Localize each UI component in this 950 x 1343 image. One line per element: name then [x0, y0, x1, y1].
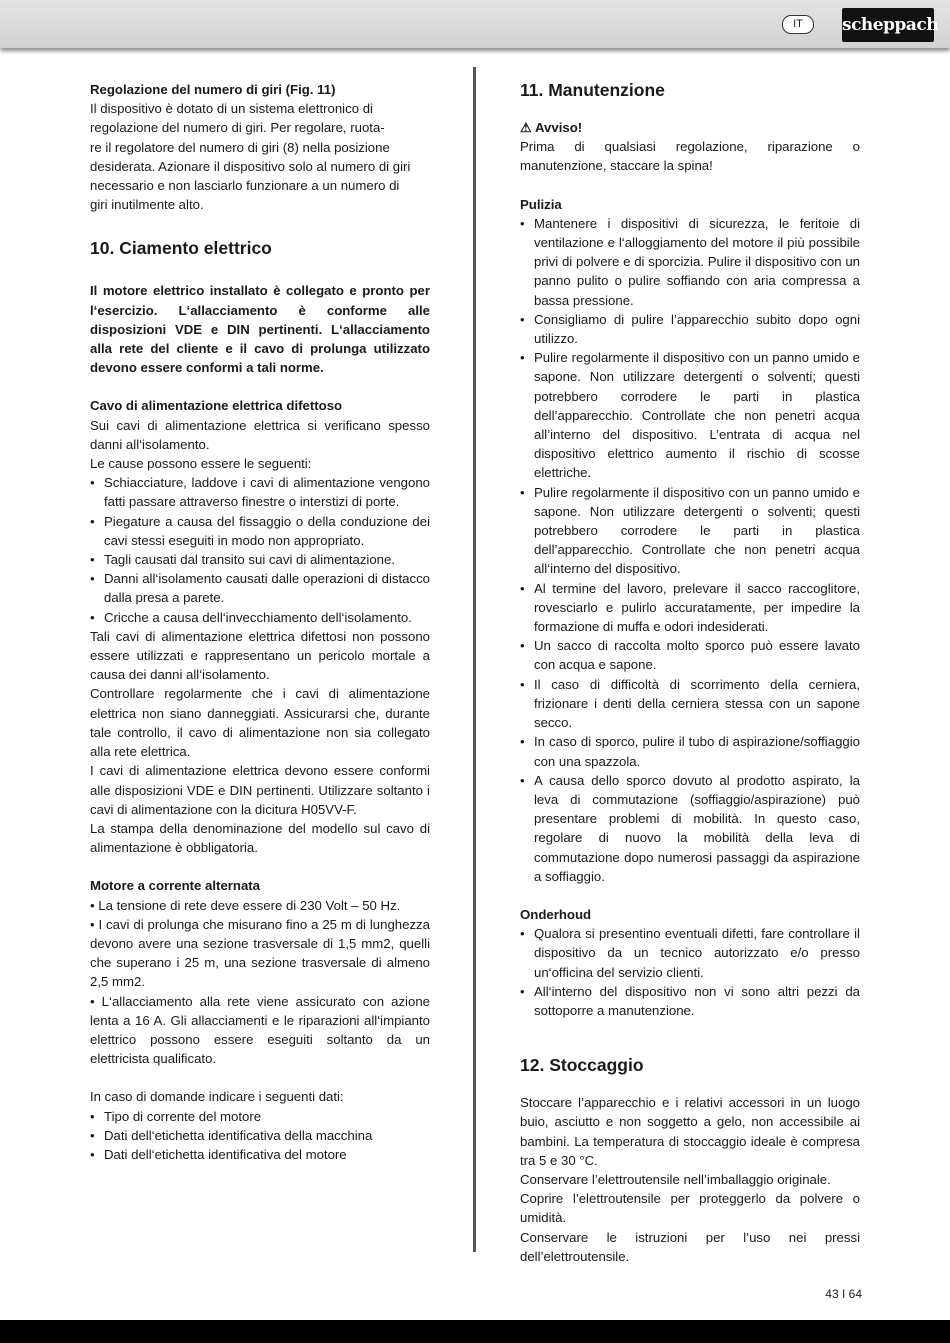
cable-paragraph: Controllare regolarmente che i cavi di alimentazione elettrica non siano danneggiati. Assicurarsi che, durante tale controllo, il cavo di alimentazione non sia collegato alla rete elettrica.: [90, 686, 430, 760]
cable-heading: Cavo di alimentazione elettrica difettoso: [90, 398, 343, 414]
rpm-line: Il dispositivo è dotato di un sistema elettronico di: [90, 101, 373, 117]
cleaning-heading: Pulizia: [520, 196, 562, 212]
list-item: • Al termine del lavoro, prelevare il sacco raccoglitore, rovesciarlo e pulirlo accuratamente, per impedire la formazione di muffa e odori indesiderati.: [520, 579, 860, 637]
list-item: • Consigliamo di pulire l’apparecchio subito dopo ogni utilizzo.: [520, 310, 860, 348]
onderhoud-list: [520, 924, 860, 1020]
list-item: • Tipo di corrente del motore: [90, 1107, 430, 1126]
brand-logo: scheppach: [842, 8, 934, 42]
section-10-title: 10. Ciamento elettrico: [90, 238, 272, 259]
rpm-line: regolazione del numero di giri. Per regolare, ruota-: [90, 120, 385, 136]
language-badge: IT: [782, 15, 814, 34]
list-item: • Piegature a causa del fissaggio o della conduzione dei cavi stessi eseguiti in modo non appropriato.: [90, 512, 430, 550]
list-item: • Un sacco di raccolta molto sporco può essere lavato con acqua e sapone.: [520, 636, 860, 674]
warning-heading: ⚠ Avviso!: [520, 120, 583, 135]
questions-list: [90, 1107, 430, 1165]
ac-paragraph: • L‘allacciamento alla rete viene assicurato con azione lenta a 16 A. Gli allacciamenti e le riparazioni all‘impianto elettrico possono essere eseguiti soltanto da un elettricista qualificato.: [90, 993, 430, 1067]
list-item: • Qualora si presentino eventuali difetti, fare controllare il dispositivo da un tecnico autorizzato e/o presso un‘officina del servizio clienti.: [520, 924, 860, 982]
list-item: • Dati dell‘etichetta identificativa del motore: [90, 1145, 430, 1164]
ac-paragraph: • I cavi di prolunga che misurano fino a 25 m di lunghezza devono avere una sezione trasversale di 1,5 mm2, quelli che superano i 25 m, una sezione trasversale di almeno 2,5 mm2.: [90, 916, 430, 990]
page-number: 43 I 64: [825, 1287, 862, 1301]
list-item: • Danni all‘isolamento causati dalle operazioni di distacco dalla presa a parete.: [90, 569, 430, 607]
connection-notice: Il motore elettrico installato è collegato e pronto per l‘esercizio. L‘allacciamento è conforme alle disposizioni VDE e DIN pertinenti. L‘allacciamento alla rete del cliente e il cavo di prolunga utilizzato devono essere conformi a tali norme.: [90, 283, 430, 376]
warning-text: Prima di qualsiasi regolazione, riparazione o manutenzione, staccare la spina!: [520, 139, 860, 174]
right-column: [520, 79, 860, 1266]
footer-bar: [0, 1320, 950, 1343]
rpm-line: giri inutilmente alto.: [90, 197, 204, 213]
storage-paragraph: Coprire l’elettroutensile per proteggerlo da polvere o umidità.: [520, 1191, 860, 1226]
storage-paragraph: Stoccare l’apparecchio e i relativi accessori in un luogo buio, asciutto e non soggetto a gelo, non accessibile ai bambini. La temperatura di stoccaggio ideale è compresa tra 5 e 30 °C.: [520, 1095, 860, 1168]
rpm-line: necessario e non lasciarlo funzionare a un numero di: [90, 178, 400, 194]
list-item: • Schiacciature, laddove i cavi di alimentazione vengono fatti passare attraverso finestre o interstizi di porte.: [90, 473, 430, 511]
left-column: [90, 80, 430, 1164]
questions-intro: In caso di domande indicare i seguenti dati:: [90, 1089, 344, 1105]
ac-paragraph: • La tensione di rete deve essere di 230 Volt – 50 Hz.: [90, 897, 401, 913]
section-12-title: 12. Stoccaggio: [520, 1055, 644, 1076]
storage-paragraph: Conservare l’elettroutensile nell’imballaggio originale.: [520, 1171, 831, 1187]
column-divider: [473, 67, 476, 1252]
header-bar: [0, 0, 950, 48]
list-item: • All‘interno del dispositivo non vi sono altri pezzi da sottoporre a manutenzione.: [520, 982, 860, 1020]
cable-causes-list: [90, 473, 430, 627]
list-item: • Mantenere i dispositivi di sicurezza, le feritoie di ventilazione e l‘alloggiamento del motore il più possibile privi di polvere e di sporcizia. Pulire il dispositivo con un panno pulito o pulire soffiando con aria compressa a bassa pressione.: [520, 214, 860, 310]
cable-paragraph: I cavi di alimentazione elettrica devono essere conformi alle disposizioni VDE e DIN pertinenti. Utilizzare soltanto i cavi di alimentazione con la dicitura H05VV-F.: [90, 763, 430, 817]
list-item: • Pulire regolarmente il dispositivo con un panno umido e sapone. Non utilizzare detergenti o solventi; questi potrebbero corrodere le parti in plastica dell’apparecchio. Controllate che non penetri acqua all‘interno del dispositivo.: [520, 483, 860, 579]
section-11-title: 11. Manutenzione: [520, 80, 665, 100]
list-item: • Tagli causati dal transito sui cavi di alimentazione.: [90, 550, 430, 569]
list-item: • Dati dell‘etichetta identificativa della macchina: [90, 1126, 430, 1145]
onderhoud-heading: Onderhoud: [520, 906, 592, 922]
list-item: • A causa dello sporco dovuto al prodotto aspirato, la leva di commutazione (soffiaggio/aspirazione) può presentare problemi di mobilità. In questo caso, regolare di nuovo la mobilità della leva di commutazione dopo numerosi passaggi da aspirazione a soffiaggio.: [520, 771, 860, 886]
rpm-heading: Regolazione del numero di giri (Fig. 11): [90, 82, 336, 97]
rpm-line: desiderata. Azionare il dispositivo solo al numero di giri: [90, 158, 411, 174]
list-item: • Pulire regolarmente il dispositivo con un panno umido e sapone. Non utilizzare detergenti o solventi; questi potrebbero corrodere le parti in plastica dell’apparecchio. Controllate che non penetri acqua all’interno del dispositivo. L’entrata di acqua nel dispositivo elettrico aumento il rischio di scosse elettriche.: [520, 348, 860, 482]
cable-paragraph: La stampa della denominazione del modello sul cavo di alimentazione è obbligatoria.: [90, 820, 430, 856]
list-item: • Il caso di difficoltà di scorrimento della cerniera, frizionare i denti della cerniera stessa con un sapone secco.: [520, 675, 860, 733]
ac-heading: Motore a corrente alternata: [90, 878, 261, 894]
cable-paragraph: Tali cavi di alimentazione elettrica difettosi non possono essere utilizzati e rappresentano un pericolo mortale a causa dei danni all‘isolamento.: [90, 628, 430, 683]
cleaning-list: [520, 214, 860, 886]
storage-paragraph: Conservare le istruzioni per l’uso nei pressi dell’elettroutensile.: [520, 1229, 860, 1264]
cable-intro: Sui cavi di alimentazione elettrica si verificano spesso danni all‘isolamento.: [90, 417, 430, 452]
cable-causes: Le cause possono essere le seguenti:: [90, 456, 312, 472]
list-item: • In caso di sporco, pulire il tubo di aspirazione/soffiaggio con una spazzola.: [520, 732, 860, 770]
list-item: • Cricche a causa dell‘invecchiamento dell‘isolamento.: [90, 608, 430, 627]
rpm-line: re il regolatore del numero di giri (8) nella posizione: [90, 139, 390, 155]
